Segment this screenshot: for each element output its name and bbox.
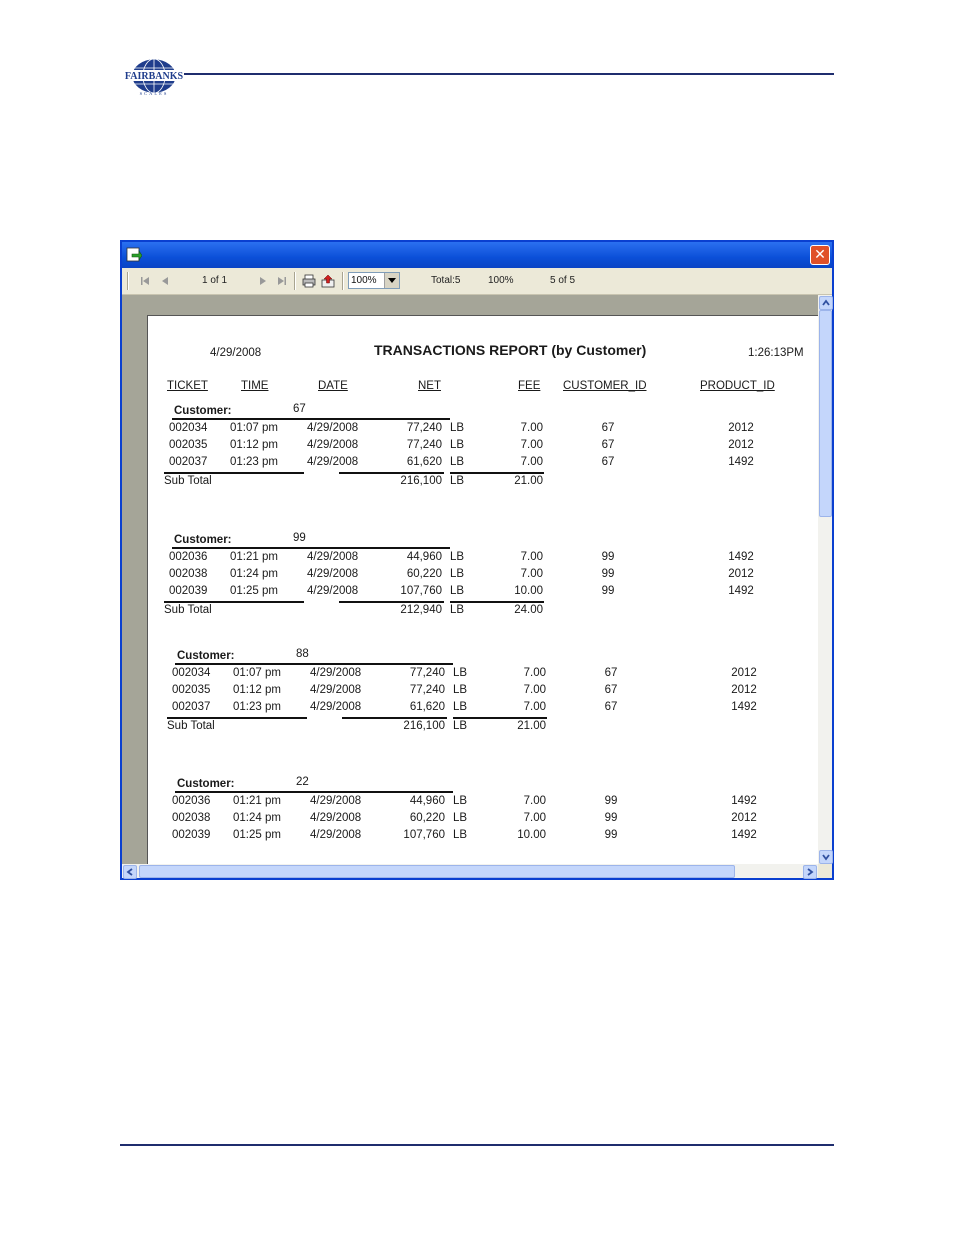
row-date: 4/29/2008	[307, 439, 359, 451]
chevron-down-icon[interactable]	[384, 273, 399, 288]
row-unit: LB	[450, 551, 465, 563]
scroll-down-button[interactable]	[819, 850, 833, 864]
scroll-corner	[818, 864, 832, 878]
row-product-id: 1492	[731, 829, 757, 841]
row-net: 77,240	[406, 439, 442, 451]
row-net: 61,620	[409, 701, 445, 713]
chevron-down-icon	[820, 851, 832, 863]
row-product-id: 2012	[731, 812, 757, 824]
column-header-fee: FEE	[518, 380, 541, 392]
row-date: 4/29/2008	[310, 701, 362, 713]
customer-rule	[175, 663, 453, 665]
row-unit: LB	[453, 812, 468, 824]
subtotal-net: 216,100	[400, 475, 442, 487]
row-time: 01:24 pm	[233, 812, 281, 824]
first-page-icon[interactable]	[138, 274, 152, 288]
customer-label: Customer:	[174, 405, 232, 417]
subtotal-label: Sub Total	[164, 604, 212, 616]
row-ticket: 002035	[172, 684, 211, 696]
column-header-customer-id: CUSTOMER_ID	[563, 380, 647, 392]
header-rule	[184, 73, 834, 75]
row-time: 01:07 pm	[230, 422, 278, 434]
row-net: 60,220	[406, 568, 442, 580]
row-customer-id: 99	[604, 829, 618, 841]
chevron-up-icon	[820, 297, 832, 309]
row-customer-id: 67	[604, 701, 618, 713]
customer-label: Customer:	[174, 534, 232, 546]
customer-value: 88	[296, 648, 309, 660]
row-customer-id: 99	[601, 585, 615, 597]
report-date: 4/29/2008	[210, 347, 262, 359]
row-customer-id: 99	[601, 568, 615, 580]
row-unit: LB	[450, 585, 465, 597]
row-product-id: 2012	[731, 667, 757, 679]
row-date: 4/29/2008	[310, 829, 362, 841]
export-icon[interactable]	[321, 274, 335, 288]
row-unit: LB	[450, 422, 465, 434]
report-viewer-window	[120, 240, 834, 880]
fairbanks-logo	[124, 56, 184, 96]
print-icon[interactable]	[302, 274, 316, 288]
row-product-id: 1492	[731, 701, 757, 713]
subtotal-unit: LB	[453, 720, 468, 732]
row-date: 4/29/2008	[307, 422, 359, 434]
row-ticket: 002034	[169, 422, 208, 434]
horizontal-scroll-thumb[interactable]	[139, 865, 735, 878]
row-unit: LB	[450, 439, 465, 451]
row-net: 107,760	[400, 585, 442, 597]
total-records: Total:5	[431, 275, 461, 286]
row-unit: LB	[453, 684, 468, 696]
customer-label: Customer:	[177, 778, 235, 790]
row-time: 01:24 pm	[230, 568, 278, 580]
row-ticket: 002038	[169, 568, 208, 580]
scroll-left-button[interactable]	[123, 865, 137, 879]
scroll-right-button[interactable]	[803, 865, 817, 879]
row-product-id: 2012	[728, 439, 754, 451]
row-time: 01:21 pm	[233, 795, 281, 807]
row-time: 01:23 pm	[233, 701, 281, 713]
previous-page-icon[interactable]	[158, 274, 172, 288]
row-net: 44,960	[409, 795, 445, 807]
svg-text:FAIRBANKS: FAIRBANKS	[124, 71, 184, 82]
subtotal-label: Sub Total	[164, 475, 212, 487]
customer-rule	[172, 547, 450, 549]
row-product-id: 1492	[728, 551, 754, 563]
row-fee: 10.00	[517, 829, 546, 841]
row-date: 4/29/2008	[310, 812, 362, 824]
row-net: 44,960	[406, 551, 442, 563]
toolbar-separator	[342, 272, 344, 290]
row-net: 60,220	[409, 812, 445, 824]
row-product-id: 1492	[728, 456, 754, 468]
row-ticket: 002036	[172, 795, 211, 807]
column-header-net: NET	[418, 380, 441, 392]
report-time: 1:26:13PM	[748, 347, 804, 359]
row-date: 4/29/2008	[310, 667, 362, 679]
row-unit: LB	[453, 667, 468, 679]
row-unit: LB	[453, 795, 468, 807]
row-ticket: 002039	[172, 829, 211, 841]
record-count: 5 of 5	[550, 275, 576, 286]
row-fee: 7.00	[523, 795, 546, 807]
column-header-product-id: PRODUCT_ID	[700, 380, 775, 392]
row-time: 01:21 pm	[230, 551, 278, 563]
row-customer-id: 99	[604, 795, 618, 807]
row-ticket: 002038	[172, 812, 211, 824]
row-date: 4/29/2008	[307, 585, 359, 597]
row-net: 77,240	[409, 684, 445, 696]
report-page	[147, 315, 818, 864]
column-header-time: TIME	[241, 380, 269, 392]
row-customer-id: 67	[601, 456, 615, 468]
row-time: 01:25 pm	[230, 585, 278, 597]
footer-rule	[120, 1144, 834, 1146]
subtotal-fee: 21.00	[514, 475, 543, 487]
row-customer-id: 99	[601, 551, 615, 563]
row-net: 107,760	[403, 829, 445, 841]
vertical-scroll-thumb[interactable]	[819, 310, 832, 517]
row-customer-id: 67	[601, 439, 615, 451]
row-ticket: 002037	[169, 456, 208, 468]
row-fee: 7.00	[520, 439, 543, 451]
next-page-icon[interactable]	[256, 274, 270, 288]
row-fee: 10.00	[514, 585, 543, 597]
chevron-right-icon	[804, 866, 816, 878]
last-page-icon[interactable]	[275, 274, 289, 288]
subtotal-unit: LB	[450, 604, 465, 616]
title-bar[interactable]	[122, 242, 832, 268]
row-unit: LB	[450, 456, 465, 468]
toolbar-grip	[127, 272, 129, 290]
row-fee: 7.00	[520, 456, 543, 468]
row-time: 01:12 pm	[230, 439, 278, 451]
report-viewport[interactable]	[122, 295, 818, 864]
toolbar-separator	[294, 272, 296, 290]
row-product-id: 2012	[731, 684, 757, 696]
row-ticket: 002037	[172, 701, 211, 713]
row-customer-id: 67	[604, 684, 618, 696]
row-fee: 7.00	[520, 551, 543, 563]
customer-rule	[175, 791, 453, 793]
row-date: 4/29/2008	[310, 684, 362, 696]
subtotal-net: 212,940	[400, 604, 442, 616]
subtotal-fee: 21.00	[517, 720, 546, 732]
row-net: 77,240	[406, 422, 442, 434]
customer-value: 67	[293, 403, 306, 415]
column-header-date: DATE	[318, 380, 348, 392]
row-date: 4/29/2008	[307, 551, 359, 563]
row-fee: 7.00	[523, 684, 546, 696]
customer-value: 99	[293, 532, 306, 544]
row-product-id: 1492	[731, 795, 757, 807]
row-date: 4/29/2008	[307, 456, 359, 468]
row-net: 77,240	[409, 667, 445, 679]
row-ticket: 002036	[169, 551, 208, 563]
scroll-up-button[interactable]	[819, 296, 833, 310]
row-ticket: 002039	[169, 585, 208, 597]
column-header-ticket: TICKET	[167, 380, 208, 392]
subtotal-unit: LB	[450, 475, 465, 487]
row-ticket: 002035	[169, 439, 208, 451]
row-time: 01:25 pm	[233, 829, 281, 841]
row-customer-id: 67	[604, 667, 618, 679]
row-product-id: 1492	[728, 585, 754, 597]
row-fee: 7.00	[520, 422, 543, 434]
row-date: 4/29/2008	[310, 795, 362, 807]
row-unit: LB	[453, 701, 468, 713]
row-ticket: 002034	[172, 667, 211, 679]
app-icon	[126, 247, 142, 263]
subtotal-label: Sub Total	[167, 720, 215, 732]
row-product-id: 2012	[728, 568, 754, 580]
chevron-left-icon	[124, 866, 136, 878]
row-time: 01:12 pm	[233, 684, 281, 696]
toolbar	[122, 268, 832, 295]
close-button[interactable]: ✕	[810, 245, 830, 265]
row-date: 4/29/2008	[307, 568, 359, 580]
row-fee: 7.00	[523, 701, 546, 713]
zoom-select[interactable]	[348, 272, 400, 289]
customer-rule	[172, 418, 450, 420]
subtotal-fee: 24.00	[514, 604, 543, 616]
svg-text:SCALES: SCALES	[139, 91, 169, 96]
subtotal-net: 216,100	[403, 720, 445, 732]
customer-value: 22	[296, 776, 309, 788]
zoom-value: 100%	[351, 275, 377, 286]
row-fee: 7.00	[523, 667, 546, 679]
row-net: 61,620	[406, 456, 442, 468]
row-time: 01:23 pm	[230, 456, 278, 468]
row-unit: LB	[453, 829, 468, 841]
row-customer-id: 99	[604, 812, 618, 824]
row-unit: LB	[450, 568, 465, 580]
progress-percent: 100%	[488, 275, 514, 286]
report-title: TRANSACTIONS REPORT (by Customer)	[374, 342, 647, 358]
row-customer-id: 67	[601, 422, 615, 434]
row-time: 01:07 pm	[233, 667, 281, 679]
row-fee: 7.00	[523, 812, 546, 824]
page-indicator: 1 of 1	[202, 275, 228, 286]
customer-label: Customer:	[177, 650, 235, 662]
row-product-id: 2012	[728, 422, 754, 434]
row-fee: 7.00	[520, 568, 543, 580]
